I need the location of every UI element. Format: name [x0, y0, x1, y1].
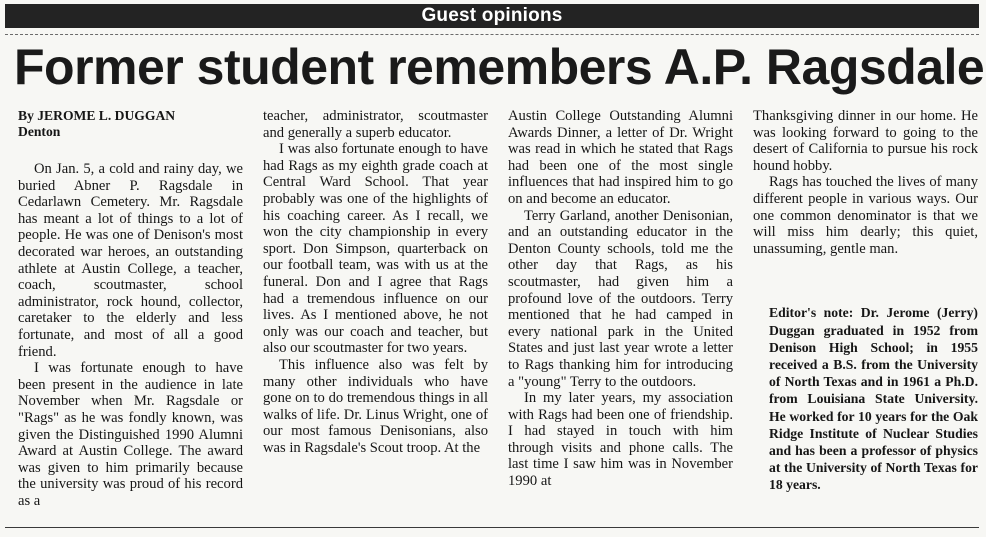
paragraph: I was also fortunate enough to have had Rags as my eighth grade coach at Central Ward School. That year probably was one of the highlights of his coaching career. As I recall, we won the city championship in every sport. Don Simpson, quarterback on our football team, was with us at the funeral. Don and I agree that Rags had a tremendous influence on our lives. As I mentioned above, he not only was our coach and teacher, but also our scoutmaster for two years. — [263, 141, 488, 357]
headline: Former student remembers A.P. Ragsdale — [14, 39, 985, 95]
editor-note — [753, 304, 978, 493]
byline — [18, 108, 243, 140]
top-rule — [5, 34, 979, 35]
column-2 — [263, 108, 488, 522]
paragraph: Austin College Outstanding Alumni Awards Dinner, a letter of Dr. Wright was read in which he stated that Rags had been one of the most single influences that had inspired him to go on and become an educator. — [508, 108, 733, 207]
paragraph: Terry Garland, another Denisonian, and an outstanding educator in the Denton County schools, told me the other day that Rags, as his scoutmaster, had given him a profound love of the outdoors. Terry mentioned that he had camped in every national park in the United States and just last year wrote a letter to Rags thanking him for introducing a "young" Terry to the outdoors. — [508, 207, 733, 390]
column-3 — [508, 108, 733, 522]
paragraph: I was fortunate enough to have been present in the audience in late November when Mr. Ragsdale or "Rags" as he was fondly known, was given the Distinguished 1990 Alumni Award at Austin College. The award was given to him primarily because the university was proud of his record as a — [18, 360, 243, 509]
article-body — [18, 108, 978, 522]
byline-location: Denton — [18, 124, 61, 139]
paragraph: In my later years, my association with Rags had been one of friendship. I had stayed in touch with him through visits and phone calls. The last time I saw him was in November 1990 at — [508, 390, 733, 490]
editor-note-text: Editor's note: Dr. Jerome (Jerry) Duggan graduated in 1952 from Denison High School; in 1955 received a B.S. from the University of North Texas and in 1961 a Ph.D. from Louisiana State University. He worked for 10 years for the Oak Ridge Institute of Nuclear Studies and has been a professor of physics at the University of North Texas for 18 years. — [769, 305, 978, 493]
byline-author: By JEROME L. DUGGAN — [18, 108, 176, 123]
paragraph: teacher, administrator, scoutmaster and generally a superb educator. — [263, 108, 488, 141]
column-4 — [753, 108, 978, 522]
bottom-rule — [5, 527, 979, 528]
paragraph: Thanksgiving dinner in our home. He was looking forward to going to the desert of California to pursue his rock hound hobby. — [753, 108, 978, 174]
section-title: Guest opinions — [421, 5, 563, 26]
section-banner — [5, 4, 979, 28]
paragraph: This influence also was felt by many other individuals who have gone on to do tremendous things in all walks of life. Dr. Linus Wright, one of our most famous Denisonians, also was in Ragsdale's Scout troop. At the — [263, 356, 488, 456]
paragraph: Rags has touched the lives of many different people in various ways. Our one common denominator is that we will miss him dearly; this quiet, unassuming, gentle man. — [753, 174, 978, 257]
column-1 — [18, 108, 243, 522]
paragraph: On Jan. 5, a cold and rainy day, we buried Abner P. Ragsdale in Cedarlawn Cemetery. Mr. Ragsdale has meant a lot of things to a lot of people. He was one of Denison's most decorated war heroes, an outstanding athlete at Austin College, a teacher, coach, scoutmaster, school administrator, rock hound, collector, caretaker to the elderly and less fortunate, and most of all a good friend. — [18, 161, 243, 360]
